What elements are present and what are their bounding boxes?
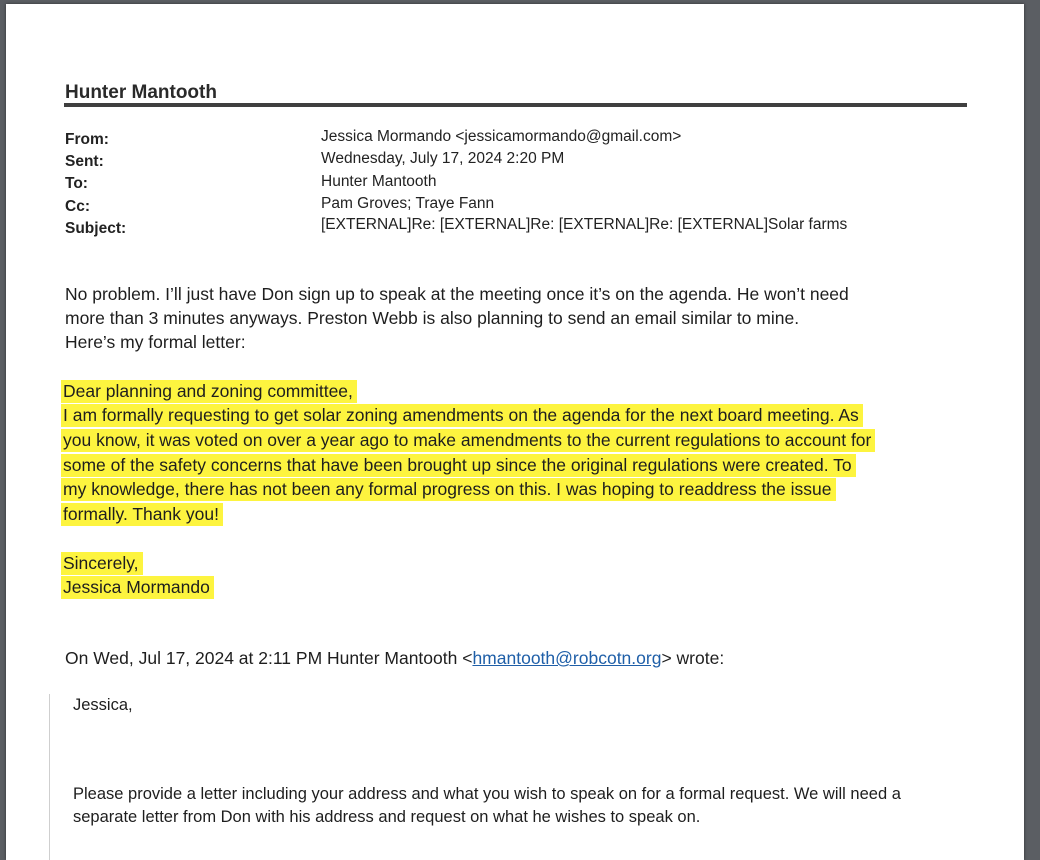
- letter-line-highlighted: Dear planning and zoning committee,: [61, 380, 357, 403]
- subject-value: [EXTERNAL]Re: [EXTERNAL]Re: [EXTERNAL]Re: [EXTERNAL]Solar farms: [321, 216, 848, 233]
- letter-signature: Jessica Mormando: [61, 576, 214, 599]
- to-label: To:: [65, 175, 88, 192]
- quote-bar: [49, 694, 50, 860]
- mailbox-owner-name: Hunter Mantooth: [65, 82, 217, 103]
- letter-line-highlighted: some of the safety concerns that have been brought up since the original regulations were created. To: [61, 454, 856, 477]
- quoted-intro: [65, 648, 724, 669]
- letter-line-highlighted: I am formally requesting to get solar zoning amendments on the agenda for the next board meeting. As: [61, 404, 863, 427]
- to-value: Hunter Mantooth: [321, 173, 437, 190]
- letter-line-highlighted: you know, it was voted on over a year ago to make amendments to the current regulations to account for: [61, 429, 875, 452]
- quoted-line: separate letter from Don with his address and request on what he wishes to speak on.: [73, 808, 701, 826]
- letter-line-highlighted: my knowledge, there has not been any formal progress on this. I was hoping to readdress the issue: [61, 478, 836, 501]
- from-label: From:: [65, 131, 109, 148]
- subject-label: Subject:: [65, 220, 127, 237]
- body-intro-line: No problem. I’ll just have Don sign up to speak at the meeting once it’s on the agenda. He won’t need: [65, 284, 849, 304]
- email-printout-page: [6, 4, 1024, 860]
- cc-value: Pam Groves; Traye Fann: [321, 195, 495, 212]
- cc-label: Cc:: [65, 198, 90, 215]
- quoted-greeting: Jessica,: [73, 696, 133, 714]
- letter-line-highlighted: formally. Thank you!: [61, 503, 223, 526]
- sent-value: Wednesday, July 17, 2024 2:20 PM: [321, 150, 565, 167]
- sender-email-link[interactable]: hmantooth@robcotn.org: [472, 648, 662, 668]
- from-value: Jessica Mormando <jessicamormando@gmail.com>: [321, 128, 682, 145]
- body-intro-line: more than 3 minutes anyways. Preston Webb is also planning to send an email similar to mine.: [65, 308, 800, 328]
- sent-label: Sent:: [65, 153, 104, 170]
- quoted-intro-prefix: On Wed, Jul 17, 2024 at 2:11 PM Hunter Mantooth <: [65, 648, 473, 668]
- quoted-line: Please provide a letter including your address and what you wish to speak on for a formal request. We will need a: [73, 785, 901, 803]
- letter-closing: Sincerely,: [61, 552, 143, 575]
- header-divider: [64, 103, 967, 107]
- body-intro-line: Here’s my formal letter:: [65, 332, 246, 352]
- quoted-intro-suffix: > wrote:: [661, 648, 725, 668]
